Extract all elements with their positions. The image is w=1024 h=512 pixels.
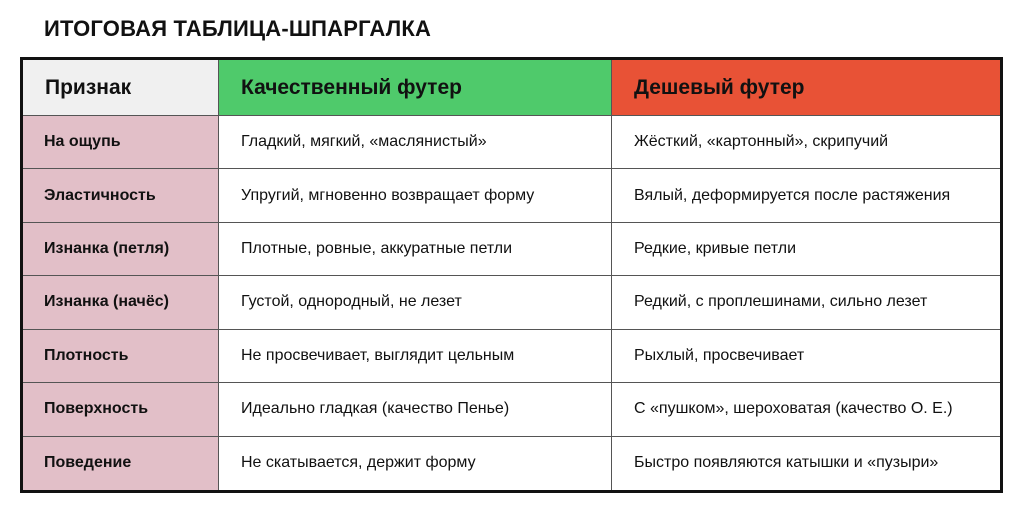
row-feature: Поверхность [23,383,219,436]
row-cheap-value: Рыхлый, просвечивает [612,330,1000,383]
comparison-table [20,57,1003,493]
row-quality-value: Густой, однородный, не лезет [219,276,612,329]
row-quality-value: Идеально гладкая (качество Пенье) [219,383,612,436]
header-quality-fleece: Качественный футер [219,60,612,116]
row-feature: Изнанка (петля) [23,223,219,276]
row-cheap-value: С «пушком», шероховатая (качество О. Е.) [612,383,1000,436]
row-cheap-value: Редкий, с проплешинами, сильно лезет [612,276,1000,329]
row-feature: На ощупь [23,116,219,169]
page-title: ИТОГОВАЯ ТАБЛИЦА-ШПАРГАЛКА [44,16,432,41]
row-quality-value: Не просвечивает, выглядит цельным [219,330,612,383]
row-cheap-value: Вялый, деформируется после растяжения [612,169,1000,222]
header-cheap-fleece: Дешевый футер [612,60,1000,116]
row-feature: Плотность [23,330,219,383]
row-feature: Изнанка (начёс) [23,276,219,329]
row-quality-value: Гладкий, мягкий, «маслянистый» [219,116,612,169]
row-cheap-value: Быстро появляются катышки и «пузыри» [612,437,1000,490]
row-cheap-value: Жёсткий, «картонный», скрипучий [612,116,1000,169]
row-quality-value: Не скатывается, держит форму [219,437,612,490]
header-feature: Признак [23,60,219,116]
row-quality-value: Упругий, мгновенно возвращает форму [219,169,612,222]
row-quality-value: Плотные, ровные, аккуратные петли [219,223,612,276]
row-feature: Эластичность [23,169,219,222]
row-feature: Поведение [23,437,219,490]
row-cheap-value: Редкие, кривые петли [612,223,1000,276]
